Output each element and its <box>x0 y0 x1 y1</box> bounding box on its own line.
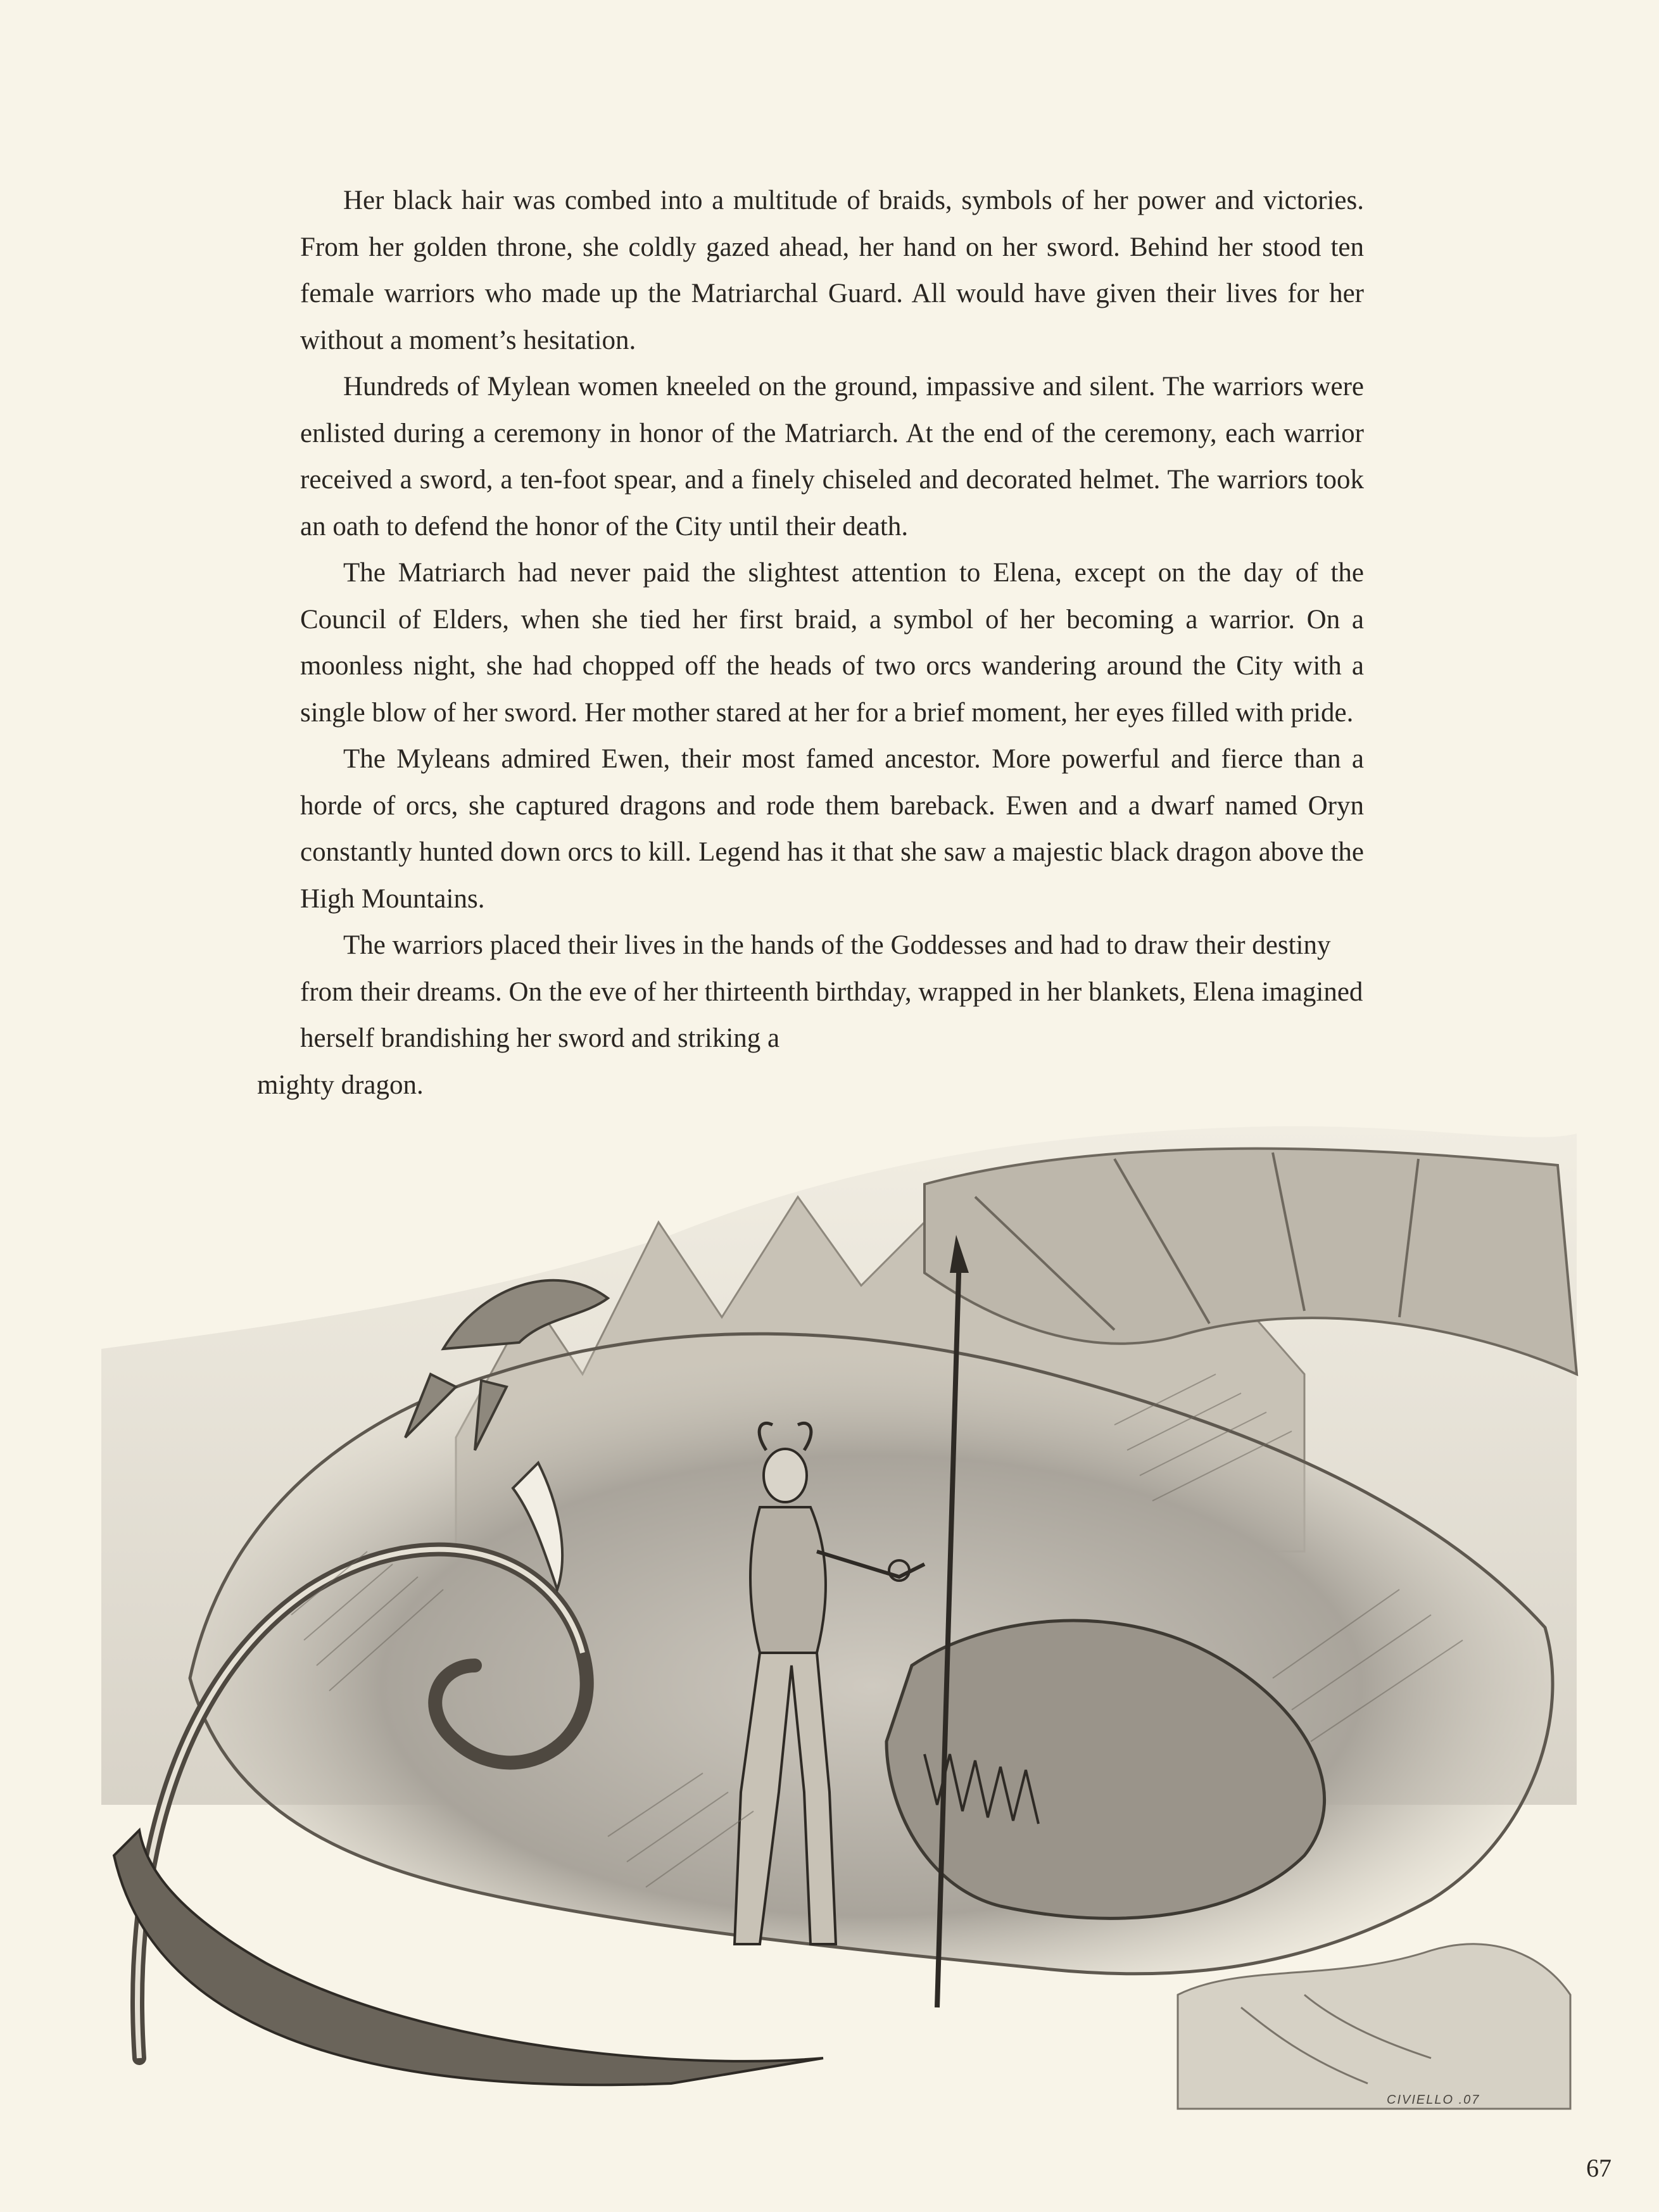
paragraph-1: Her black hair was combed into a multitude of braids, symbols of her power and victories. From her golden throne, she coldly gazed ahead, her hand on her sword. Behind her stood ten female warriors who made up the Matriarchal Guard. All would have given their lives for her without a moment’s hesitation. <box>300 186 1364 355</box>
page-number: 67 <box>1586 2154 1612 2182</box>
foreground-rocks <box>1178 1944 1570 2109</box>
paragraph-4: The Myleans admired Ewen, their most famed ancestor. More powerful and fierce than a horde of orcs, she captured dragons and rode them bareback. Ewen and a dwarf named Oryn constantly hunted down orcs to kill. Legend has it that she saw a majestic black dragon above the High Mountains. <box>300 744 1364 914</box>
dragon-warrior-illustration <box>101 1108 1583 2134</box>
body-text <box>257 177 1364 1108</box>
artist-signature: CIVIELLO .07 <box>1387 2093 1480 2107</box>
paragraph-5-lead: The warriors placed their lives in the hands of the Goddesses and had to draw their destiny from their dreams. On the eve of her thirteenth birthday, wrapped in her blankets, Elena imagined herself brandishing her sword and striking a <box>300 930 1363 1053</box>
paragraph-2: Hundreds of Mylean women kneeled on the ground, impassive and silent. The warriors were enlisted during a ceremony in honor of the Matriarch. At the end of the ceremony, each warrior received a sword, a ten-foot spear, and a finely chiseled and decorated helmet. The warriors took an oath to defend the honor of the City until their death. <box>300 372 1364 541</box>
paragraph-5 <box>257 922 1364 1108</box>
paragraph-5-tail: mighty dragon. <box>257 1070 424 1100</box>
paragraph-3: The Matriarch had never paid the slightest attention to Elena, except on the day of the Council of Elders, when she tied her first braid, a symbol of her becoming a warrior. On a moonless night, she had chopped off the heads of two orcs wandering around the City with a single blow of her sword. Her mother stared at her for a brief moment, her eyes filled with pride. <box>300 558 1364 728</box>
